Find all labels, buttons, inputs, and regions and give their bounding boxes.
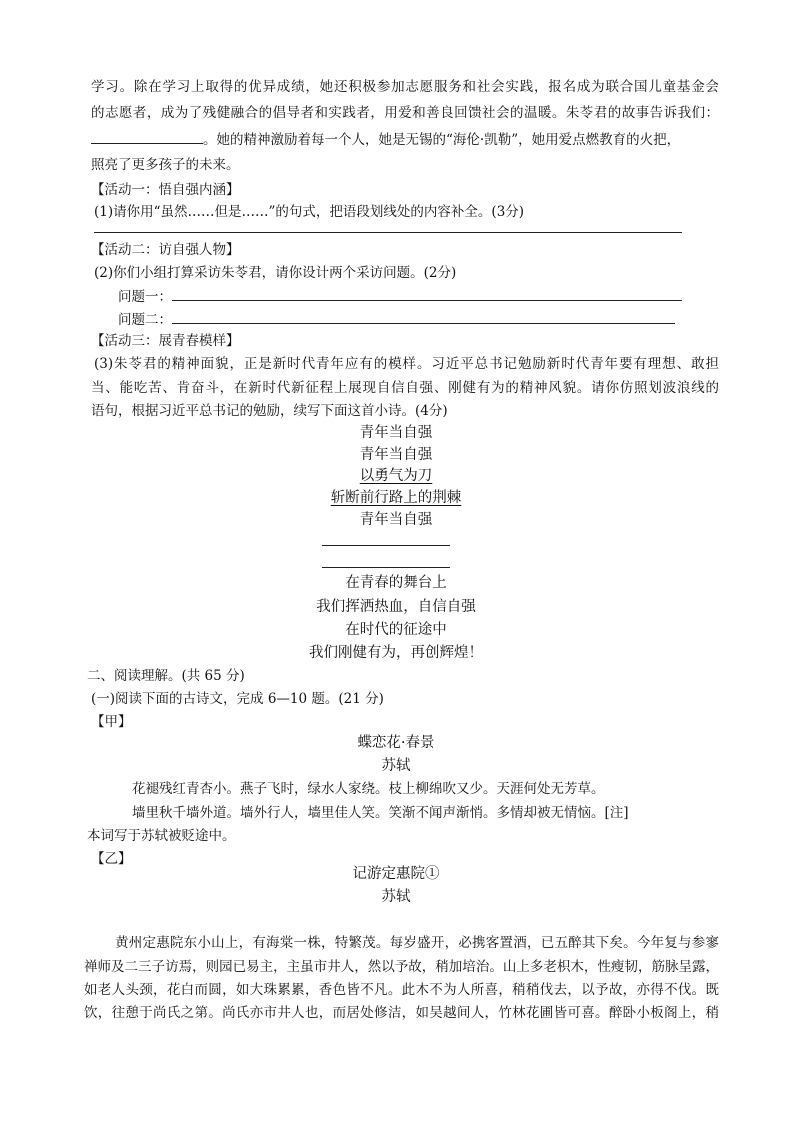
poem-line-4	[296, 488, 496, 508]
poem-answer-line-1[interactable]	[322, 545, 450, 546]
activity-3-question-line-2: 当、能吃苦、肯奋斗，在新时代新征程上展现自信自强、刚健有为的精神风貌。请你仿照划波浪线的	[91, 380, 719, 396]
question-2-answer-line[interactable]	[172, 323, 675, 324]
jia-author: 苏轼	[381, 758, 411, 774]
jia-tag: 【甲】	[91, 714, 132, 730]
poem-line-5: 青年当自强	[359, 512, 433, 528]
poem-answer-line-2[interactable]	[322, 567, 450, 568]
activity-1-title: 【活动一：悟自强内涵】	[91, 182, 240, 198]
intro-line-1: 学习。除在学习上取得的优异成绩，她还积极参加志愿服务和社会实践，报名成为联合国儿童基金会	[91, 79, 719, 95]
yi-line-3: 如老人头颈，花白而圆，如大珠累累，香色皆不凡。此木不为人所喜，稍稍伐去，以予故，亦得不伐。既	[84, 982, 719, 998]
intro-line-3	[91, 129, 680, 150]
section-2-heading: 二、阅读理解。(共 65 分)	[87, 668, 245, 684]
activity-2-title: 【活动二：访自强人物】	[91, 242, 240, 258]
activity-3-title: 【活动三：展青春模样】	[91, 333, 240, 349]
yi-line-4: 饮，往憩于尚氏之第。尚氏亦市井人也，而居处修洁，如吴越间人，竹林花圃皆可喜。醉卧小板阁上，稍	[84, 1005, 719, 1021]
poem-line-3-text: 以勇气为刀	[359, 468, 433, 484]
poem-line-2: 青年当自强	[359, 447, 433, 463]
intro-line-2: 的志愿者，成为了残健融合的倡导者和实践者，用爱和善良回馈社会的温暖。朱苓君的故事告诉我们：	[91, 105, 719, 121]
poem-line-6: 在青春的舞台上	[345, 575, 447, 591]
poem-line-8: 在时代的征途中	[345, 622, 447, 638]
activity-3-question-line-3: 语句，根据习近平总书记的勉励，续写下面这首小诗。(4分)	[91, 403, 448, 419]
yi-line-2: 禅师及二三子访焉，则园已易主，主虽市井人，然以予故，稍加培治。山上多老枳木，性瘦韧，筋脉呈露，	[84, 959, 719, 975]
intro-line-3-text: 。她的精神激励着每一个人，她是无锡的“海伦·凯勒”，她用爱点燃教育的火把，	[203, 132, 681, 148]
question-2-label: 问题二：	[118, 312, 172, 328]
activity-2-question: (2)你们小组打算采访朱苓君，请你设计两个采访问题。(2分)	[94, 265, 457, 281]
yi-title: 记游定惠院①	[352, 866, 440, 882]
activity-1-question: (1)请你用“虽然……但是……”的句式，把语段划线处的内容补全。(3分)	[94, 204, 525, 220]
activity-1-answer-line[interactable]	[94, 232, 682, 233]
question-1-answer-line[interactable]	[172, 300, 682, 301]
yi-author: 苏轼	[381, 889, 411, 905]
activity-3-question-line-1: (3)朱苓君的精神面貌，正是新时代青年应有的模样。习近平总书记勉励新时代青年要有理想、敢担	[94, 356, 719, 372]
intro-line-4: 照亮了更多孩子的未来。	[91, 157, 240, 173]
question-1-label: 问题一：	[118, 289, 172, 305]
jia-note: 本词写于苏轼被贬途中。	[87, 828, 236, 844]
yi-tag: 【乙】	[91, 851, 132, 867]
jia-line-1: 花褪残红青杏小。燕子飞时，绿水人家绕。枝上柳绵吹又少。天涯何处无芳草。	[132, 781, 605, 797]
poem-line-4-text: 斩断前行路上的荆棘	[330, 490, 462, 506]
poem-line-9: 我们刚健有为，再创辉煌！	[309, 645, 483, 661]
poem-line-7: 我们挥洒热血，自信自强	[316, 599, 476, 615]
poem-line-1: 青年当自强	[359, 425, 433, 441]
yi-line-1: 黄州定惠院东小山上，有海棠一株，特繁茂。每岁盛开，必携客置酒，已五醉其下矣。今年复与参寥	[115, 935, 719, 951]
jia-title: 蝶恋花·春景	[357, 735, 435, 751]
poem-line-3	[296, 466, 496, 486]
jia-line-2: 墙里秋千墙外道。墙外行人，墙里佳人笑。笑渐不闻声渐悄。多情却被无情恼。[注]	[132, 805, 629, 821]
answer-blank[interactable]	[91, 129, 203, 144]
section-2-subheading: (一)阅读下面的古诗文，完成 6—10 题。(21 分)	[91, 691, 384, 707]
